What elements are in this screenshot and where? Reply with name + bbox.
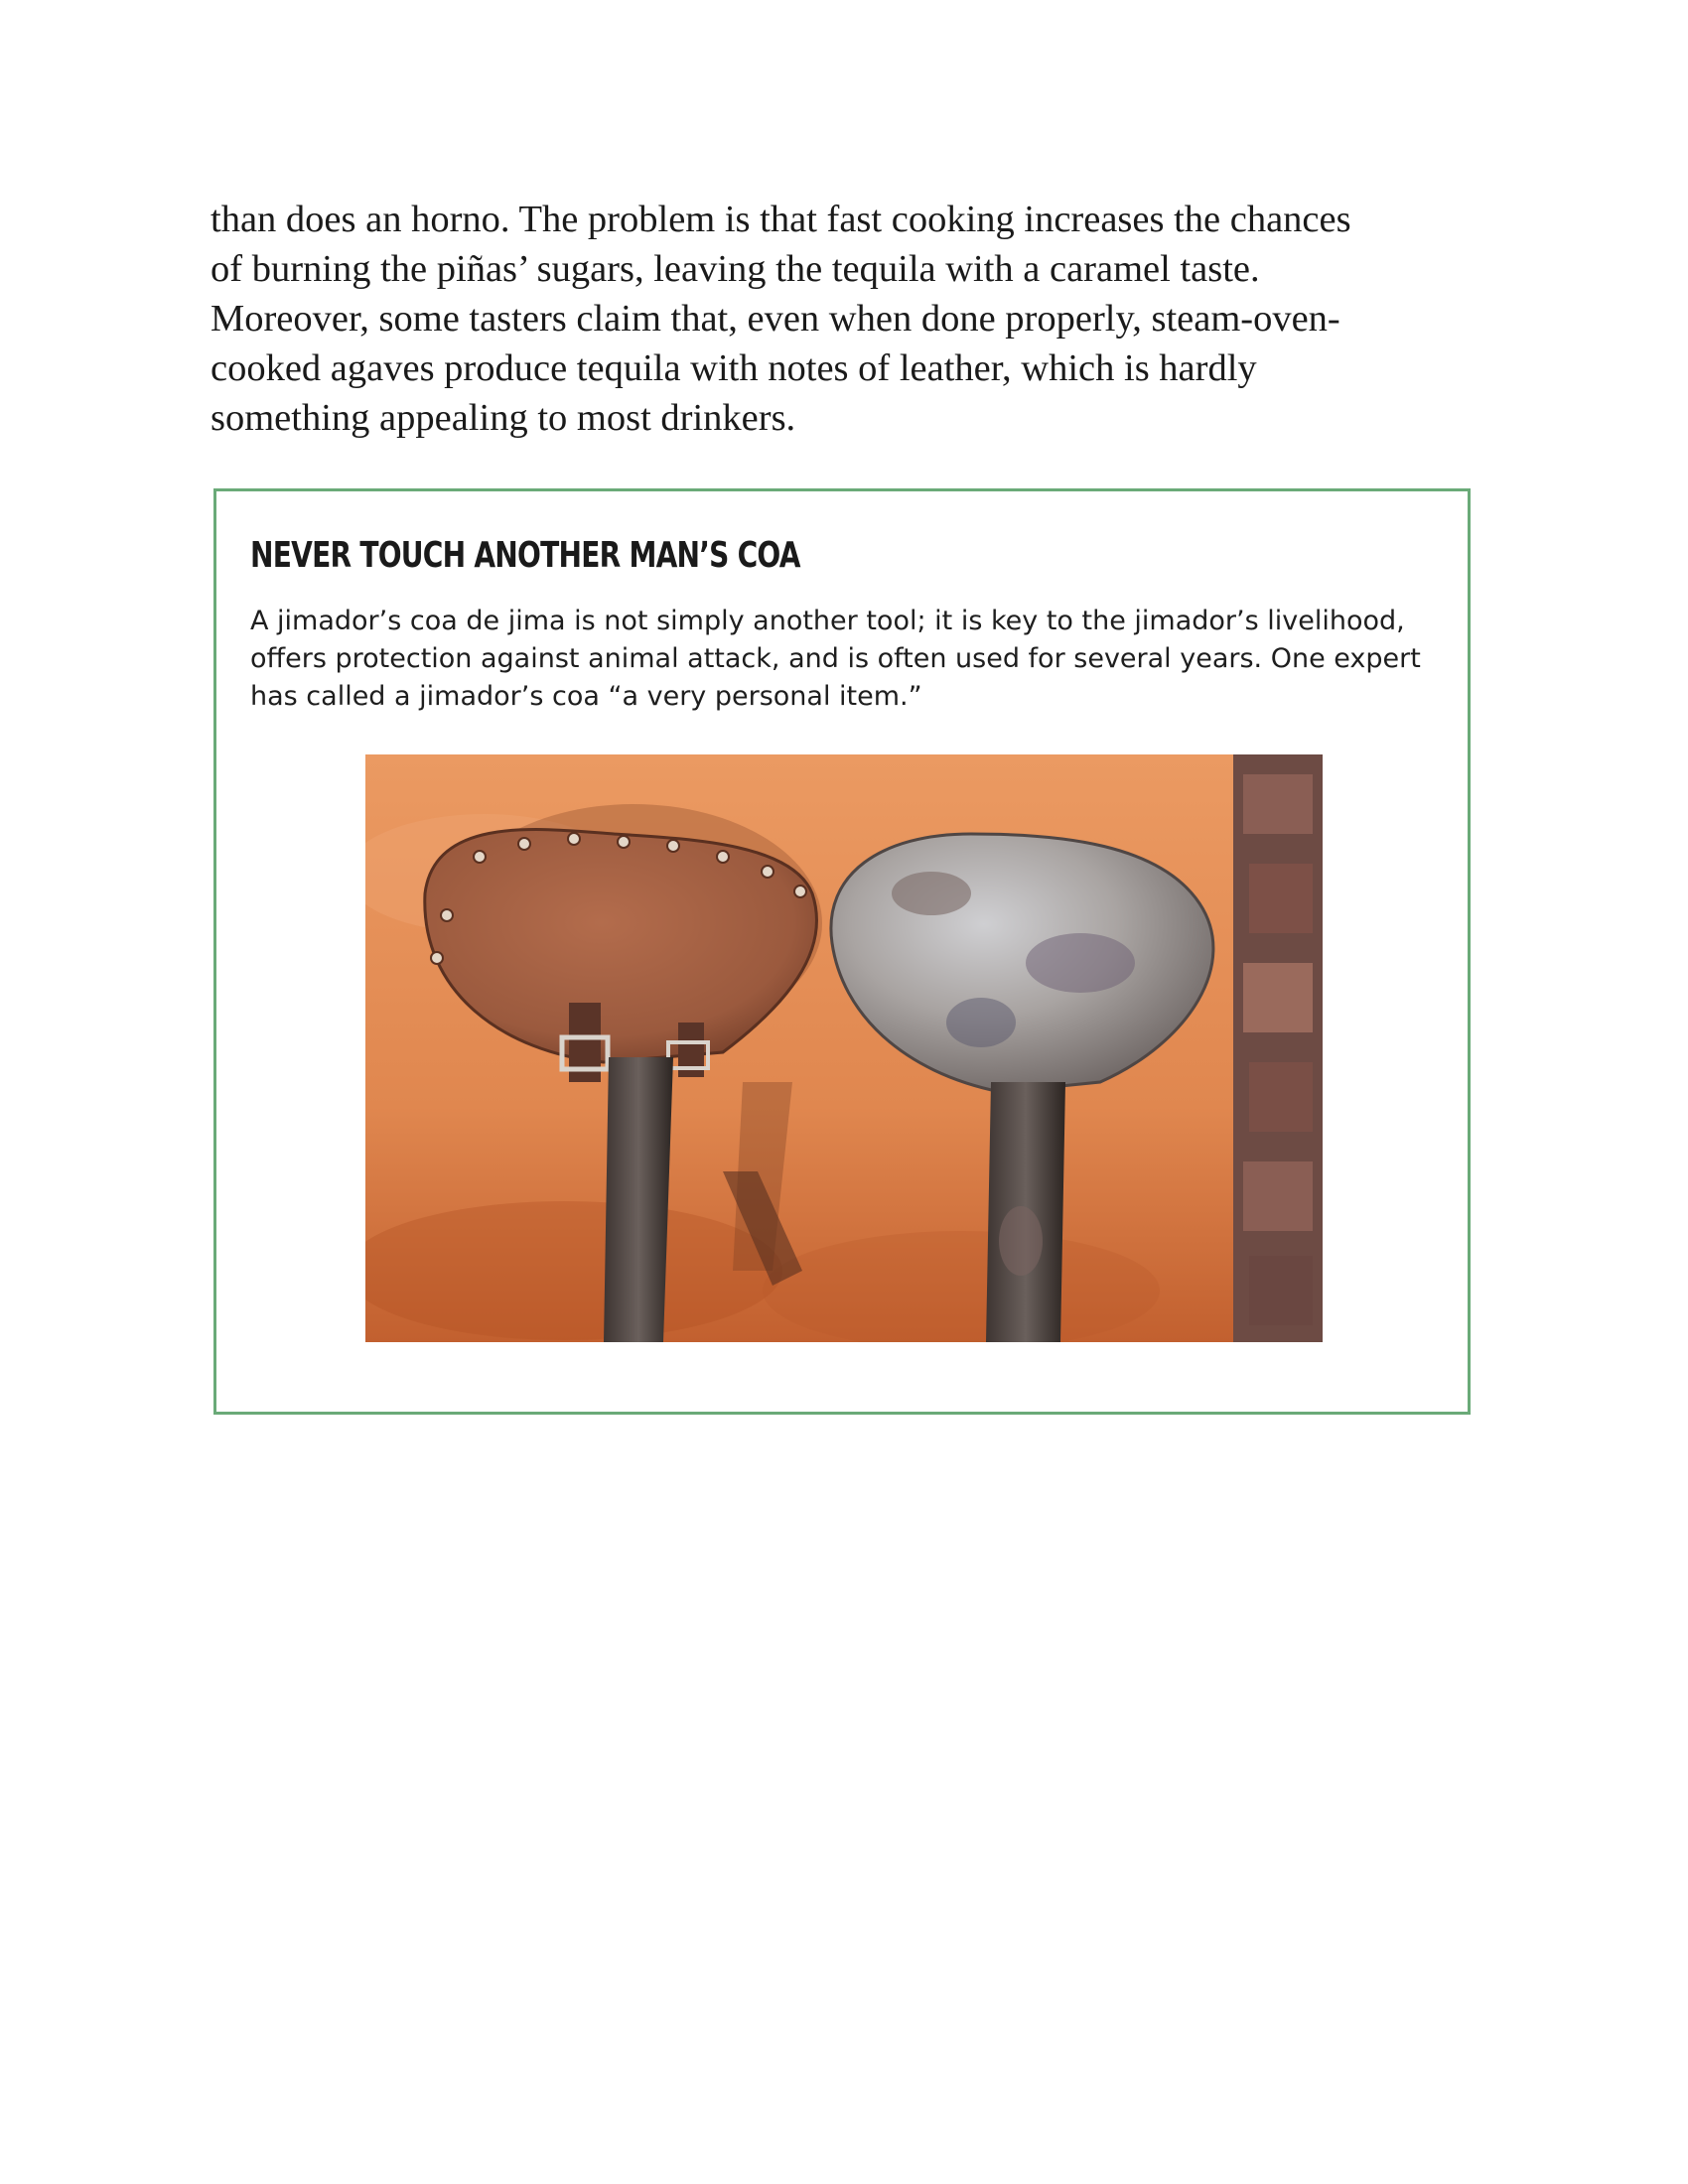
coa-de-jima-photo (365, 754, 1323, 1342)
body-line: cooked agaves produce tequila with notes of leather, which is hardly (211, 347, 1257, 389)
sidebar-box (213, 488, 1471, 1415)
body-paragraph (211, 195, 1491, 443)
sidebar-text-line: A jimador’s coa de jima is not simply another tool; it is key to the jimador’s livelihood, (250, 606, 1405, 636)
sidebar-text-line: offers protection against animal attack, and is often used for several years. One expert (250, 643, 1421, 674)
sidebar-text (250, 603, 1442, 716)
body-line: than does an horno. The problem is that fast cooking increases the chances (211, 199, 1351, 240)
sidebar-title: NEVER TOUCH ANOTHER MAN’S COA (250, 535, 800, 576)
body-line: of burning the piñas’ sugars, leaving the tequila with a caramel taste. (211, 248, 1260, 290)
photo-illustration (365, 754, 1323, 1342)
sidebar-text-line: has called a jimador’s coa “a very personal item.” (250, 681, 922, 712)
body-line: Moreover, some tasters claim that, even when done properly, steam-oven- (211, 298, 1340, 340)
body-line: something appealing to most drinkers. (211, 397, 796, 439)
